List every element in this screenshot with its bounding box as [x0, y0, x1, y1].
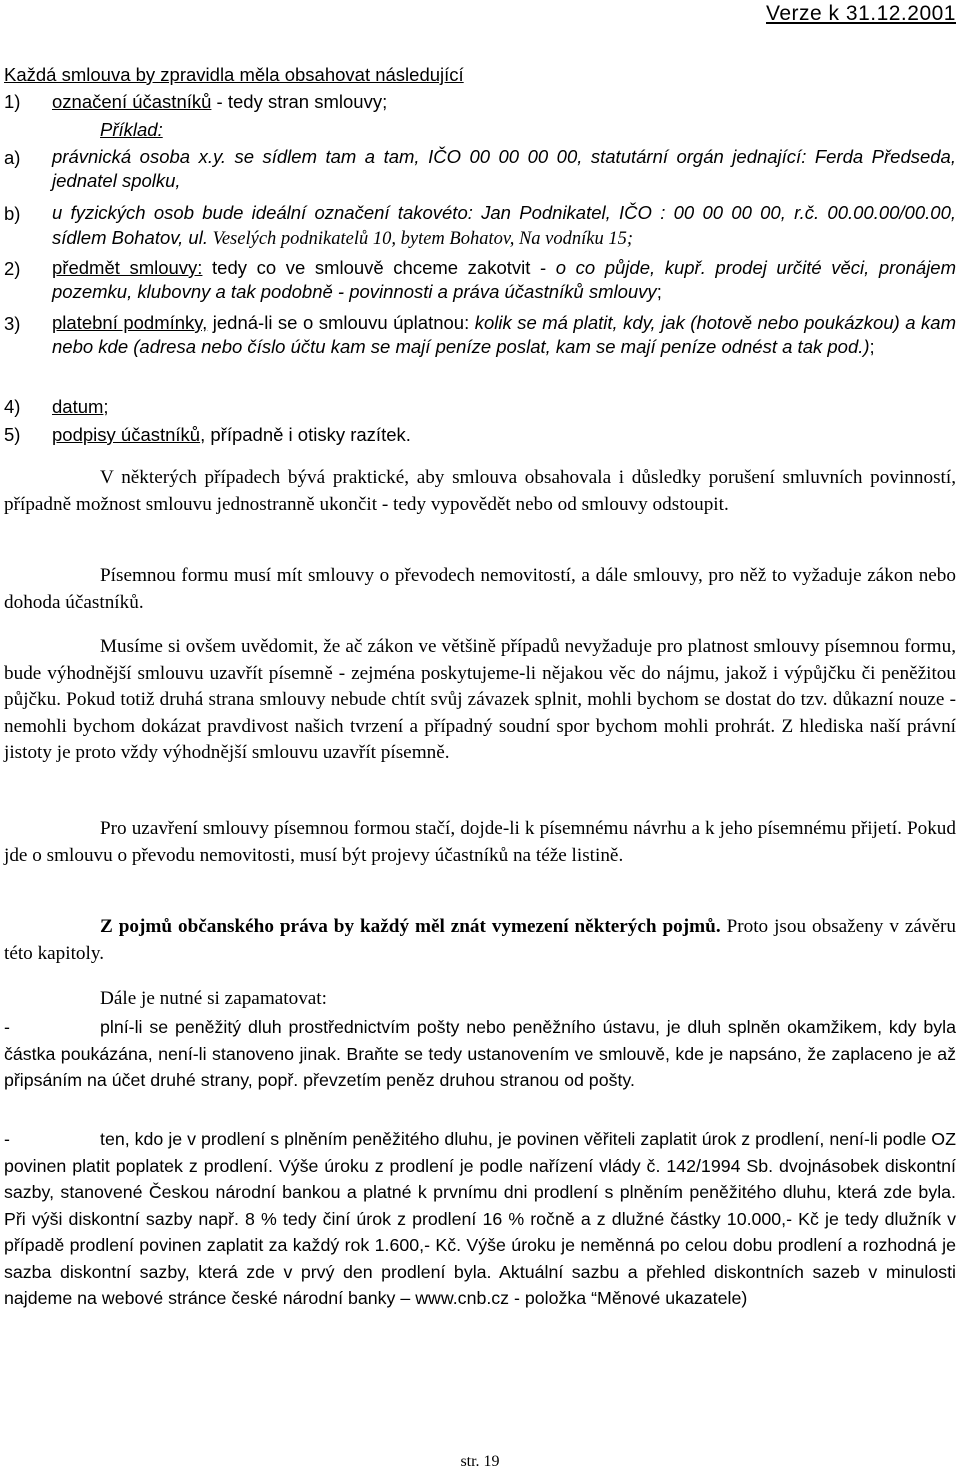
dash-item-interest-text: ten, kdo je v prodlení s plněním peněžitého dluhu, je povinen věřiteli zaplatit úrok z prodlení, není-li podle OZ povinen platit poplatek z prodlení. Výše úroku z prodlení je podle nařízení vlády č. 142/1994 Sb. dvojnásobek diskontní sazby, stanovené Českou národní bankou a platné k prvnímu dni prodlení s plněním peněžitého dluhu, která zde byla. Při výši diskontní sazby např. 8 % tedy činí úrok z prodlení 16 % ročně a z dlužné částky 10.000,- Kč je tedy dlužník v případě prodlení povinen zaplatit za každý rok 1.600,- Kč. Výše úroku je neměnná po celou dobu prodlení a rozhodná je sazba diskontní sazby, která zde v prvý den prodlení byla. Aktuální sazbu a přehled diskontních sazeb v minulosti najdeme na webové stránce české národní banky – www.cnb.cz - položka “Měnové ukazatele)	[4, 1129, 956, 1308]
paragraph-written-form	[4, 563, 956, 616]
item-3-rest: jedná-li se o smlouvu úplatnou:	[207, 312, 475, 333]
item-5-rest: , případně i otisky razítek.	[200, 424, 411, 445]
paragraph-consequences-text: V některých případech bývá praktické, aby smlouva obsahovala i důsledky porušení smluvních povinností, případně možnost smlouvu jednostranně ukončit - tedy vypovědět nebo od smlouvy odstoupit.	[4, 467, 956, 515]
dash-item-payment	[4, 1014, 956, 1094]
item-3-label: platební podmínky,	[52, 312, 208, 333]
item-4	[4, 396, 109, 418]
dash-item-payment-text: plní-li se peněžitý dluh prostřednictvím pošty nebo peněžního ústavu, je dluh splněn okamžikem, kdy byla částka poukázána, není-li stanoveno jinak. Braňte se tedy ustanovením ve smlouvě, kde je napsáno, že zaplaceno je až připsáním na účet druhé strany, popř. převzetím peněz druhou stranou od pošty.	[4, 1017, 956, 1090]
item-b-italic: u fyzických osob bude ideální označení takovéto: Jan Podnikatel, IČO : 00 00 00 00, r.č. 00.00.00/00.00, sídlem Bohatov, ul.	[52, 202, 956, 248]
item-5-number: 5)	[4, 424, 21, 445]
item-b-number-wrap	[4, 203, 52, 225]
example-label	[100, 119, 163, 141]
intro-line: Každá smlouva by zpravidla měla obsahovat následující	[4, 64, 464, 85]
item-2-label: předmět smlouvy:	[52, 257, 203, 278]
item-a-text: právnická osoba x.y. se sídlem tam a tam, IČO 00 00 00 00, statutární orgán jednající: Ferda Předseda, jednatel spolku,	[52, 146, 956, 191]
item-3-number: 3)	[4, 313, 21, 334]
item-b-serif: Veselých podnikatelů 10, bytem Bohatov, Na vodníku 15;	[212, 229, 634, 249]
item-4-rest: ;	[103, 396, 109, 417]
paragraph-remember	[4, 986, 956, 1013]
paragraph-conclusion-text: Pro uzavření smlouvy písemnou formou stačí, dojde-li k písemnému návrhu a k jeho písemnému přijetí. Pokud jde o smlouvu o převodu nemovitosti, musí být projevy účastníků na téže listině.	[4, 818, 956, 866]
item-3-italic: kolik se má platit, kdy, jak (hotově nebo poukázkou) a kam nebo kde (adresa nebo číslo účtu kam se mají peníze poslat, kam se mají peníze odnést a tak pod.)	[52, 312, 957, 357]
item-5	[4, 424, 411, 446]
item-b-number: b)	[4, 203, 21, 224]
item-2-italic: o co půjde, kupř. prodej určité věci, pronájem pozemku, klubovny a tak podobně - povinnosti a práva účastníků smlouvy	[52, 257, 956, 302]
item-3-end: ;	[869, 336, 875, 357]
paragraph-written-form-text: Písemnou formu musí mít smlouvy o převodech nemovitostí, a dále smlouvy, pro něž to vyžaduje zákon nebo dohoda účastníků.	[4, 565, 956, 613]
page-header: Verze k 31.12.2001	[766, 2, 956, 25]
paragraph-conclusion	[4, 816, 956, 869]
item-4-number: 4)	[4, 396, 21, 417]
paragraph-terms	[4, 914, 956, 967]
example-label-text: Příklad:	[100, 119, 163, 140]
paragraph-terms-rest: Proto jsou obsaženy v závěru této kapitoly.	[4, 916, 956, 964]
item-1	[4, 91, 387, 113]
item-2-text	[52, 256, 956, 304]
item-2-rest: tedy co ve smlouvě chceme zakotvit -	[202, 257, 556, 278]
item-1-label: označení účastníků	[52, 91, 212, 112]
item-5-label: podpisy účastníků	[52, 424, 201, 445]
dash-item-interest-dash: -	[4, 1129, 10, 1149]
paragraph-written-advantage-text: Musíme si ovšem uvědomit, že ač zákon ve většině případů nevyžaduje pro platnost smlouvy písemnou formu, bude výhodnější smlouvu uzavřít písemně - zejména poskytujeme-li nějakou věc do nájmu, jakož i výpůjčku či peněžitou půjčku. Pokud totiž druhá strana smlouvy nebude chtít svůj závazek splnit, mohli bychom se dostat do tzv. důkazní nouze - nemohli bychom dokázat pravdivost našich tvrzení a případný soudní spor bychom mohli prohrát. Z hlediska naší právní jistoty je proto vždy výhodnější smlouvu uzavřít písemně.	[4, 636, 956, 763]
item-a-number: a)	[4, 147, 21, 168]
page-number: str. 19	[460, 1453, 500, 1470]
item-3-text	[52, 311, 956, 359]
item-4-label: datum	[52, 396, 104, 417]
dash-item-interest	[4, 1126, 956, 1312]
paragraph-remember-text: Dále je nutné si zapamatovat:	[100, 988, 327, 1009]
paragraph-written-advantage	[4, 634, 956, 767]
item-2-number: 2)	[4, 258, 21, 279]
item-1-number: 1)	[4, 91, 21, 112]
item-3-number-wrap	[4, 313, 52, 335]
item-1-rest: - tedy stran smlouvy;	[211, 91, 388, 112]
item-b-text	[52, 201, 956, 251]
paragraph-consequences	[4, 465, 956, 518]
item-2-number-wrap	[4, 258, 52, 280]
item-2-end: ;	[656, 281, 662, 302]
paragraph-terms-bold: Z pojmů občanského práva by každý měl znát vymezení některých pojmů.	[100, 916, 721, 937]
dash-item-payment-dash: -	[4, 1017, 10, 1037]
